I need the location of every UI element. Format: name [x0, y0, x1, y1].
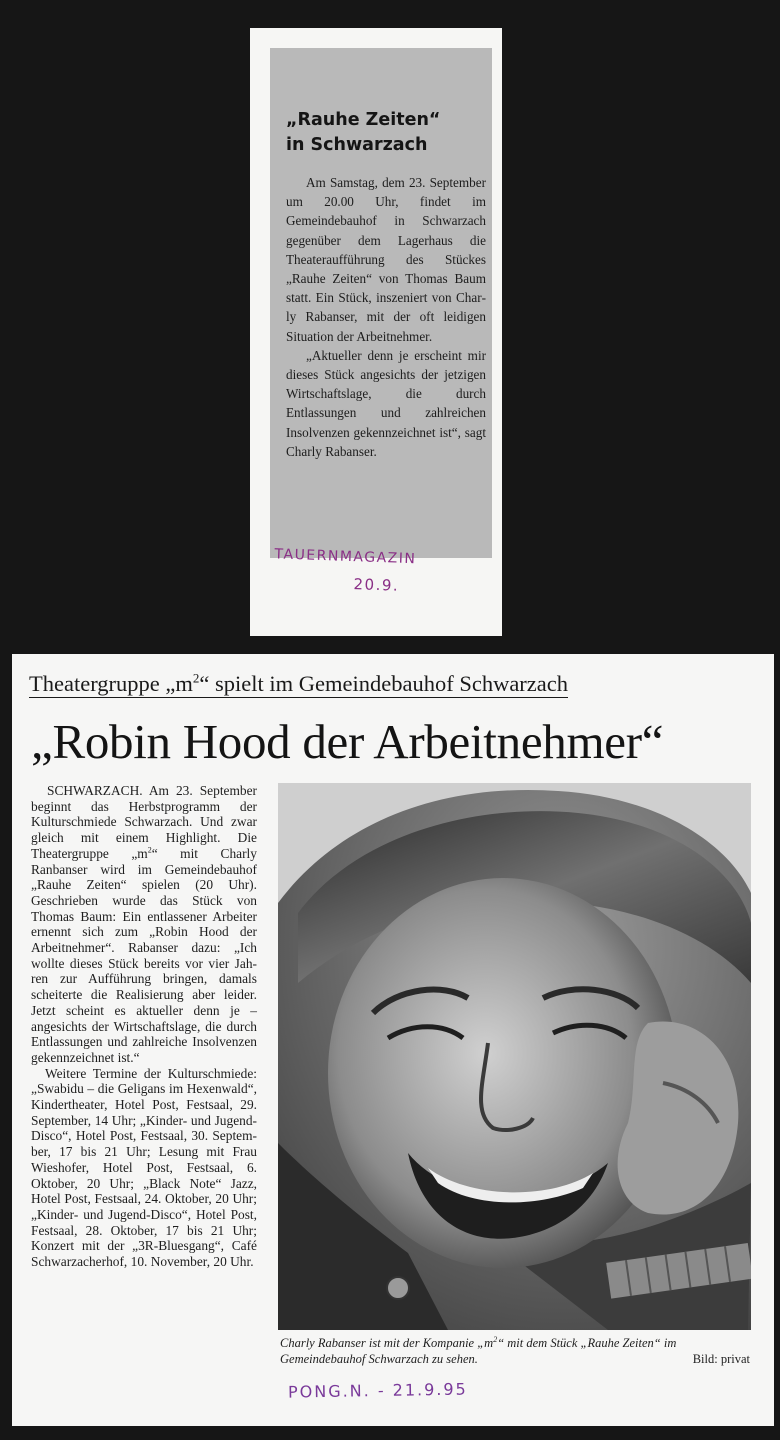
paragraph-text: “ mit Charly Ranbanser wird im Gemeindebauhof „Rauhe Zeiten“ spielen (20 Uhr). Geschrieben wurde das Stück von Thomas Baum: Ein entlassener Arbeiter ernennt sich zum „Robin Hood der Arbeitnehmer“. Rabanser dazu: „Ich wollte dieses Stück bereits vor vier Jahren zur Aufführung bringen, damals scheiterte die Realisierung aber leider. Jetzt scheint es aktueller denn je – angesichts der Wirtschaftslage, die durch Entlassungen und zahlreiche Insolvenzen gekennzeichnet ist.“	[31, 845, 257, 1065]
article-body	[286, 173, 486, 461]
photo-credit: Bild: privat	[692, 1352, 750, 1366]
portrait-illustration	[278, 783, 751, 1330]
article-paragraph: Am Samstag, dem 23. September um 20.00 Uhr, findet im Gemeindebauhof in Schwarzach gegenüber dem Lagerhaus die Theateraufführung des Stückes „Rauhe Zeiten“ von Thomas Baum statt. Ein Stück, inszeniert von Charly Rabanser, mit der oft leidigen Situation der Arbeitnehmer.	[286, 175, 486, 344]
caption-part: “ mit dem Stück „Rauhe Zeiten“ im Gemeindebauhof Schwarzach zu sehen.	[280, 1336, 677, 1366]
kicker-superscript: 2	[192, 670, 200, 685]
article-paragraph: Weitere Termine der Kulturschmiede: „Swabidu – die Geligans im Hexenwald“, Kindertheater, Hotel Post, Festsaal, 29. September, 14 Uhr; „Kinder- und Jugend-Disco“, Hotel Post, Festsaal, 30. September, 17 bis 21 Uhr; Lesung mit Frau Wieshofer, Hotel Post, Festsaal, 6. Oktober, 20 Uhr; „Black Note“ Jazz, Hotel Post, Festsaal, 24. Oktober, 20 Uhr; „Kinder- und Jugend-Disco“, Hotel Post, Festsaal, 28. Oktober, 17 bis 21 Uhr; Konzert mit der „3R-Bluesgang“, Café Schwarzacherhof, 10. November, 20 Uhr.	[31, 1065, 257, 1270]
superscript: 2	[147, 845, 152, 855]
kicker-part: “ spielt im Gemeindebauhof Schwarzach	[199, 670, 569, 696]
kicker-part: Theatergruppe „m	[29, 670, 193, 696]
paragraph-text: SCHWARZACH. Am 23. September beginnt das Herbstprogramm der Kulturschmiede Schwarzach. Und zwar gleich mit einem Highlight. Die Theatergruppe „m	[31, 783, 257, 861]
portrait-photo	[278, 783, 751, 1330]
caption-text	[280, 1336, 676, 1366]
kicker-text	[29, 671, 568, 698]
article-kicker	[29, 670, 729, 697]
article-paragraph	[31, 783, 257, 1066]
article-headline	[286, 108, 496, 158]
caption-superscript: 2	[493, 1334, 498, 1344]
article-box	[270, 48, 492, 558]
clipping-tauernmagazin	[250, 28, 502, 636]
handwritten-annotation	[273, 546, 484, 597]
headline-line-2: in Schwarzach	[286, 135, 428, 155]
headline-line-1: „Rauhe Zeiten“	[286, 110, 441, 130]
handwritten-source: TAUERNMAGAZIN	[274, 546, 417, 568]
article-body	[31, 783, 257, 1270]
article-paragraph: „Aktueller denn je erscheint mir dieses Stück angesichts der jetzigen Wirtschaftslage, die durch Entlassungen und zahlreichen Insolvenzen gekennzeichnet ist“, sagt Charly Rabanser.	[286, 347, 486, 459]
handwritten-annotation: PONG.N. - 21.9.95	[287, 1379, 468, 1402]
caption-part: Charly Rabanser ist mit der Kompanie „m	[280, 1336, 494, 1350]
article-headline: „Robin Hood der Arbeitnehmer“	[31, 714, 664, 769]
handwritten-date: 20.9.	[353, 575, 400, 595]
clipping-pongauer-nachrichten	[12, 654, 774, 1426]
photo-caption	[280, 1335, 750, 1367]
